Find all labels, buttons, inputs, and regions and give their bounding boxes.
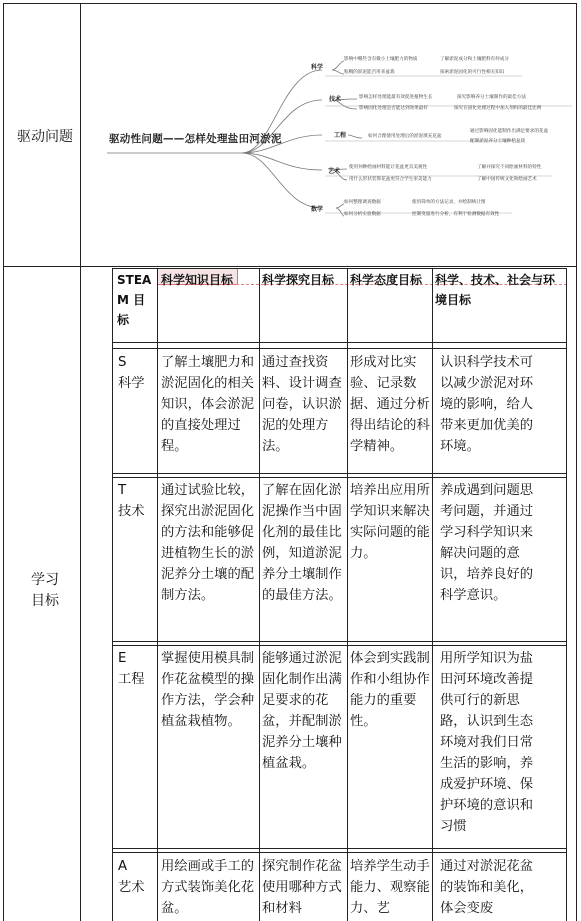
leaf-technology-2: 探究影响养分土壤制作的最佳方法 [457, 95, 526, 100]
row-t-knowledge: 通过试验比较，探究出淤泥固化的方法和能够促进植物生长的淤泥养分土壤的配制方法。 [161, 483, 255, 603]
branch-line-math [242, 153, 322, 208]
row-a-subject: 艺术 [118, 880, 145, 895]
row-t-inquiry: 了解在固化淤泥操作当中固化剂的最佳比例，知道淤泥养分土壤制作的最佳方法。 [262, 483, 342, 603]
row-e-bottom-2 [112, 852, 567, 853]
outer-border-right [576, 3, 577, 921]
outer-border-left [3, 3, 4, 921]
row-a-attitude: 培养学生动手能力、观察能力、艺 [350, 859, 430, 916]
leaf-math-4: 控制变量进行分析，有利于检测数据有效性 [412, 212, 500, 217]
leaf-art-2: 了解并探究不同绘画材料的特性 [477, 165, 542, 170]
row-t-attitude: 培养出应用所学知识来解决实际问题的能力。 [350, 483, 430, 561]
branch-technology: 技术 [329, 96, 342, 103]
label-column-divider [80, 3, 81, 921]
leaf-engineering-3: 配制淤泥养分土壤种植盆栽 [470, 139, 526, 144]
row-t-letter: T [118, 483, 127, 498]
row-s-stse: 认识科学技术可以减少淤泥对环境的影响，给人带来更加优美的环境。 [440, 355, 534, 454]
leaf-math-1: 如何整理调查数据 [344, 200, 381, 205]
row-e-stse: 用所学知识为盐田河环境改善提供可行的新思路，认识到生态环境对我们日常生活的影响，养成爱护环境、保护环境的意识和习惯 [440, 651, 534, 834]
learning-goals-label [10, 570, 80, 612]
header-bottom-2 [112, 348, 567, 349]
leaf-math-3: 如何分析实验数据 [344, 212, 381, 217]
leaf-art-3: 用什么形状装饰花盆更符合学生审美能力 [349, 177, 432, 182]
row-s-knowledge: 了解土壤肥力和淤泥固化的相关知识，体会淤泥的直接处理过程。 [161, 355, 255, 454]
row-s-inquiry: 通过查找资料、设计调查问卷，认识淤泥的处理方法。 [262, 355, 342, 454]
row-t-bottom-2 [112, 645, 567, 646]
row-s-bottom-1 [112, 473, 567, 474]
leaf-science-1: 影响中哪些含有微小土壤肥力的物质 [344, 57, 418, 62]
row-s-label [118, 352, 153, 394]
table-col-line-4 [432, 268, 433, 921]
row-a-knowledge: 用绘画或手工的方式装饰美化花盆。 [161, 859, 255, 916]
leaf-science-2: 了解淤泥成分和土壤肥料有何成分 [440, 57, 509, 62]
table-col-line-3 [347, 268, 348, 921]
row-s-bottom-2 [112, 477, 567, 478]
header-inquiry: 科学探究目标 [262, 273, 335, 287]
mind-map-center-title: 驱动性问题——怎样处理盐田河淤泥 [109, 133, 282, 145]
table-col-line-2 [259, 268, 260, 921]
branch-art: 艺术 [328, 168, 341, 175]
outer-border-top [3, 3, 577, 4]
table-col-line-1 [157, 268, 158, 921]
row-t-stse: 养成遇到问题思考问题，并通过学习科学知识来解决问题的意识，培养良好的科学意识。 [440, 483, 534, 603]
row-e-letter: E [118, 651, 127, 666]
table-top-border [112, 268, 567, 269]
leaf-lines-engineering [348, 135, 362, 138]
header-steam: STEAM 目标 [117, 273, 152, 327]
leaf-lines-math [336, 204, 344, 216]
row-e-label [118, 648, 153, 690]
leaf-technology-3: 影响固化处理是否能达到效果最好 [359, 106, 428, 111]
row-e-knowledge: 掌握使用模具制作花盆模型的操作方法，学会种植盆栽植物。 [161, 651, 255, 729]
driving-question-label: 驱动问题 [17, 129, 73, 145]
leaf-technology-1: 影响怎样处理能最有效促进植物生长 [359, 95, 433, 100]
row-s-letter: S [118, 355, 127, 370]
header-bottom-1 [112, 342, 567, 343]
row-a-letter: A [118, 859, 128, 874]
row-s-attitude: 形成对比实验、记录数据、通过分析得出结论的科学精神。 [350, 355, 430, 454]
row-e-attitude: 体会到实践制作和小组协作能力的重要性。 [350, 651, 430, 729]
row-a-inquiry: 探究制作花盆使用哪种方式和材料 [262, 859, 342, 916]
leaf-lines-science [332, 61, 344, 74]
row-e-bottom-1 [112, 848, 567, 849]
row-s-subject: 科学 [118, 376, 145, 391]
header-knowledge: 科学知识目标 [161, 273, 234, 287]
row-t-label [118, 480, 153, 522]
leaf-math-2: 使用简单的方法记录，并绘制统计图 [412, 200, 486, 205]
branch-science: 科学 [311, 64, 324, 71]
row-divider [3, 266, 577, 267]
leaf-technology-4: 探究在固化处理过程中加入剂料的最佳比例 [454, 106, 542, 111]
row-e-subject: 工程 [118, 672, 145, 687]
leaf-science-4: 探索淤泥固化的可行性相关知识 [440, 70, 505, 75]
table-col-line-5 [566, 268, 567, 921]
steam-goals-table [112, 268, 567, 921]
row-t-bottom-1 [112, 641, 567, 642]
header-stse: 科学、技术、社会与环境目标 [435, 273, 556, 307]
learning-goals-label-line2: 目标 [31, 593, 59, 609]
branch-line-art [242, 153, 322, 170]
mind-map [82, 8, 576, 263]
row-a-label [118, 856, 153, 898]
learning-goals-label-line1: 学习 [31, 572, 59, 588]
row-t-subject: 技术 [118, 504, 145, 519]
header-attitude: 科学态度目标 [350, 273, 423, 287]
branch-math: 数学 [311, 206, 324, 213]
leaf-engineering-1: 如何合理使用处理后的淤泥填充花盆 [368, 134, 442, 139]
leaf-science-3: 粘稠的淤泥能否用来盆栽 [344, 70, 395, 75]
leaf-art-4: 了解中国传统文化和绘画艺术 [477, 177, 537, 182]
row-e-inquiry: 能够通过淤泥固化制作出满足要求的花盆，并配制淤泥养分土壤种植盆栽。 [262, 651, 342, 771]
row-a-stse: 通过对淤泥花盆的装饰和美化，体会变废 [440, 859, 534, 916]
table-col-line-0 [112, 268, 113, 921]
leaf-art-1: 使用何种绘画材料能让花盆更具美观性 [349, 165, 428, 170]
branch-engineering: 工程 [334, 132, 347, 139]
leaf-engineering-2: 通过影响固化能制作出满足要求的花盆 [470, 129, 549, 134]
